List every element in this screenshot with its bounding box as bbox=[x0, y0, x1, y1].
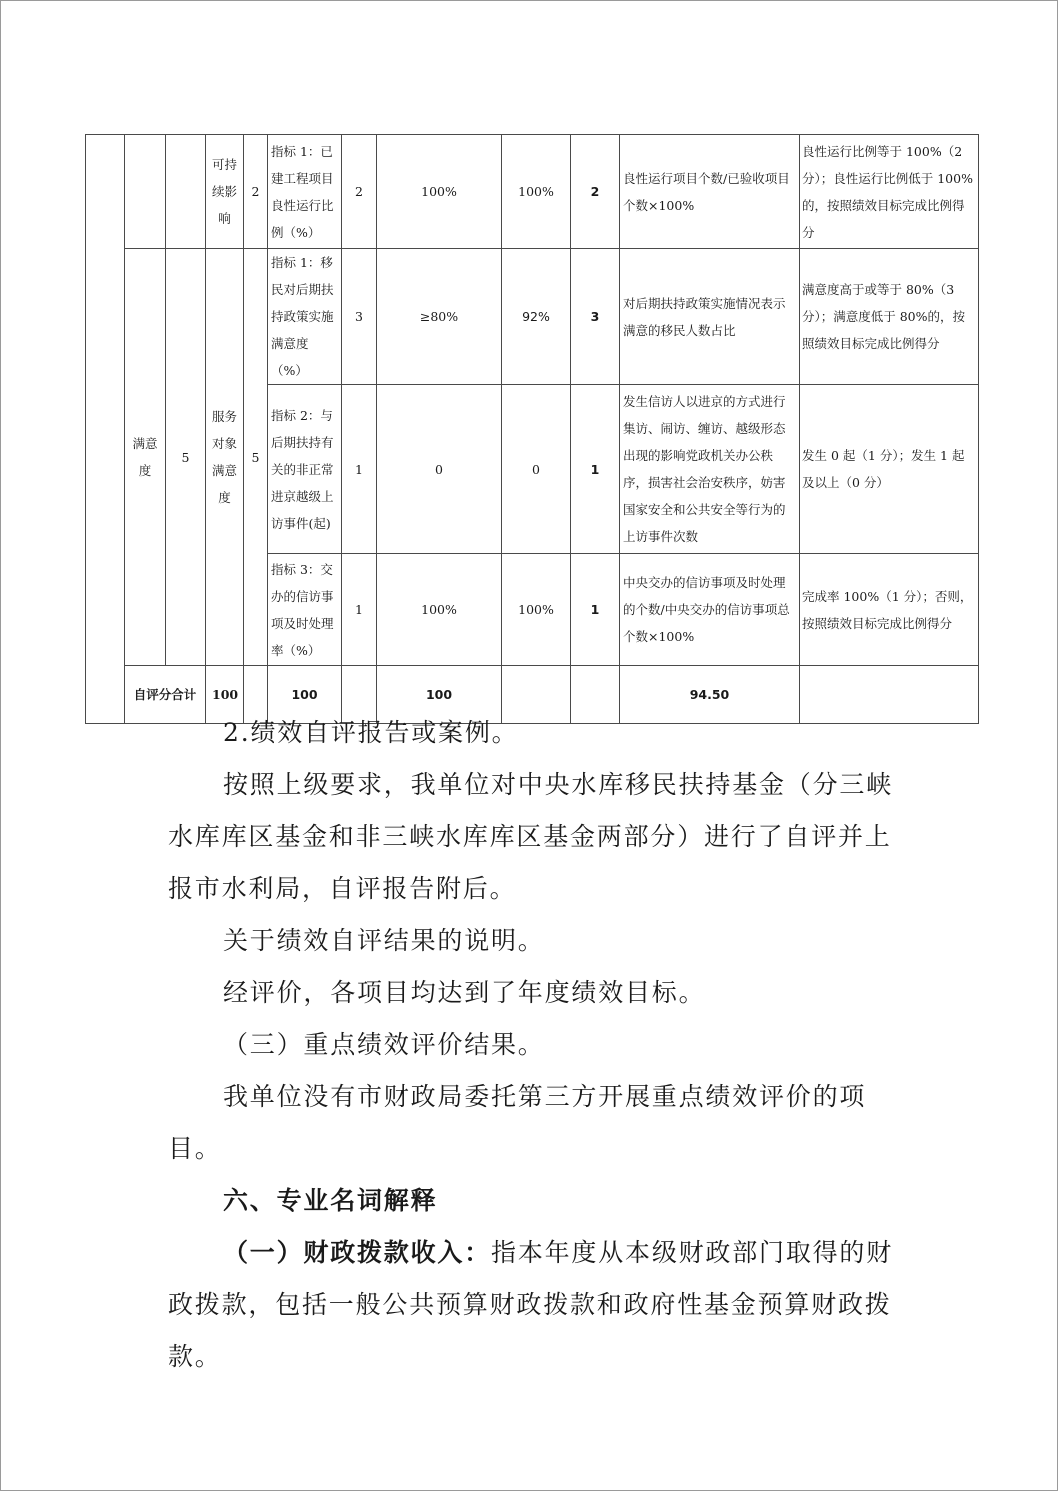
scoring-rule-cell: 良性运行比例等于 100%（2 分）；良性运行比例低于 100%的，按照绩效目标完成比例得分 bbox=[800, 135, 979, 249]
target-cell: 0 bbox=[377, 385, 502, 554]
table-row bbox=[86, 249, 979, 385]
weight-cell: 1 bbox=[342, 554, 377, 666]
indicator-cell: 指标 1：移民对后期扶持政策实施满意度（%） bbox=[268, 249, 342, 385]
paragraph-evaluation: 经评价，各项目均达到了年度绩效目标。 bbox=[223, 978, 706, 1007]
scoring-rule-cell: 完成率 100%（1 分）；否则，按照绩效目标完成比例得分 bbox=[800, 554, 979, 666]
actual-cell: 100% bbox=[502, 554, 571, 666]
total-final-score-cell: 94.50 bbox=[620, 666, 800, 724]
dimension-cell-blank bbox=[125, 135, 166, 249]
actual-cell: 0 bbox=[502, 385, 571, 554]
score-cell: 3 bbox=[571, 249, 620, 385]
satisfaction-dimension-score: 5 bbox=[166, 249, 206, 666]
performance-table bbox=[85, 134, 979, 724]
body-text bbox=[168, 707, 898, 1383]
dimension-score-blank bbox=[166, 135, 206, 249]
total-score-a-cell: 100 bbox=[206, 666, 244, 724]
score-cell: 1 bbox=[571, 385, 620, 554]
weight-cell: 2 bbox=[342, 135, 377, 249]
total-score-b-cell: 100 bbox=[268, 666, 342, 724]
paragraph-report-title: 2.绩效自评报告或案例。 bbox=[223, 718, 519, 747]
paragraph-term-definition bbox=[168, 1227, 898, 1383]
sub-score-cell: 2 bbox=[244, 135, 268, 249]
satisfaction-dimension-cell: 满意度 bbox=[125, 249, 166, 666]
indicator-cell: 指标 2：与后期扶持有关的非正常进京越级上访事件(起) bbox=[268, 385, 342, 554]
term-label: （一）财政拨款收入： bbox=[223, 1238, 492, 1267]
term-definition: 指本年度从本级财政部门取得的财政拨款，包括一般公共预算财政拨款和政府性基金预算财政拨款。 bbox=[168, 1238, 894, 1371]
formula-cell: 良性运行项目个数/已验收项目个数×100% bbox=[620, 135, 800, 249]
actual-cell: 100% bbox=[502, 135, 571, 249]
indicator-cell: 指标 1：已建工程项目良性运行比例（%） bbox=[268, 135, 342, 249]
service-object-satisfaction-cell: 服务对象满意度 bbox=[206, 249, 244, 666]
scoring-rule-cell: 发生 0 起（1 分）；发生 1 起及以上（0 分） bbox=[800, 385, 979, 554]
paragraph-result-note: 关于绩效自评结果的说明。 bbox=[223, 926, 545, 955]
section-heading-key-results: （三）重点绩效评价结果。 bbox=[223, 1030, 545, 1059]
target-cell: 100% bbox=[377, 135, 502, 249]
formula-cell: 对后期扶持政策实施情况表示满意的移民人数占比 bbox=[620, 249, 800, 385]
section-heading-terms: 六、专业名词解释 bbox=[223, 1186, 438, 1215]
weight-cell: 1 bbox=[342, 385, 377, 554]
total-weight-cell: 100 bbox=[377, 666, 502, 724]
service-object-score-cell: 5 bbox=[244, 249, 268, 666]
formula-cell: 中央交办的信访事项及时处理的个数/中央交办的信访事项总个数×100% bbox=[620, 554, 800, 666]
table-row bbox=[86, 135, 979, 249]
paragraph-third-party: 我单位没有市财政局委托第三方开展重点绩效评价的项目。 bbox=[168, 1082, 867, 1163]
weight-cell: 3 bbox=[342, 249, 377, 385]
dimension-cell-continued bbox=[86, 135, 125, 724]
sub-dimension-cell: 可持续影响 bbox=[206, 135, 244, 249]
score-cell: 2 bbox=[571, 135, 620, 249]
paragraph-self-evaluation: 按照上级要求，我单位对中央水库移民扶持基金（分三峡水库库区基金和非三峡水库库区基金两部分）进行了自评并上报市水利局，自评报告附后。 bbox=[168, 770, 894, 903]
score-cell: 1 bbox=[571, 554, 620, 666]
scoring-rule-cell: 满意度高于或等于 80%（3 分）；满意度低于 80%的，按照绩效目标完成比例得分 bbox=[800, 249, 979, 385]
target-cell: ≥80% bbox=[377, 249, 502, 385]
actual-cell: 92% bbox=[502, 249, 571, 385]
target-cell: 100% bbox=[377, 554, 502, 666]
indicator-cell: 指标 3：交办的信访事项及时处理率（%） bbox=[268, 554, 342, 666]
formula-cell: 发生信访人以进京的方式进行集访、闹访、缠访、越级形态出现的影响党政机关办公秩序，损害社会治安秩序，妨害国家安全和公共安全等行为的上访事件次数 bbox=[620, 385, 800, 554]
total-label-cell: 自评分合计 bbox=[125, 666, 206, 724]
